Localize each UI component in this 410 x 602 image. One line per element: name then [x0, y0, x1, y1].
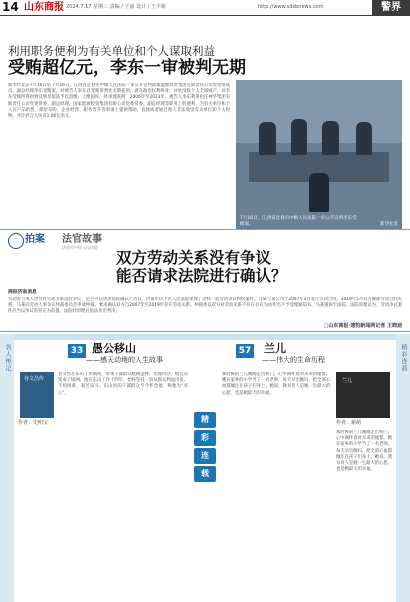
article2-body: 劳动者与用人单位对劳动关系没有争议，是否可以请求法院确认？近日，济南市历下区人民法院审理了这样一起劳动争议纠纷案件。马某与某公司于2007年3月签订劳动合同，2019年5月双方解除劳动合同关系。马某向劳动人事争议仲裁委员会申请仲裁，要求确认双方自2007年至2019年存在劳动关系。仲裁委以双方对劳动关系不存在争议为由作出不予受理通知书。马某遂诉至法院。法院审理认为，劳动争议案件应当以争议的存在为前提。法院经审理后依法作出判决。: [8, 297, 402, 315]
person-figure: [291, 119, 308, 155]
divider: [0, 229, 410, 230]
person-figure: [322, 121, 339, 156]
column-logo: 拍案: [25, 234, 45, 245]
book-cover: [20, 372, 54, 418]
dateline: 2024.7.17 星期三 责编 / 王丽 设计 / 王丰新: [66, 4, 166, 10]
book-cover: [336, 372, 390, 418]
photo-credit: 新华社发: [380, 222, 398, 227]
side-label-right: 精彩连载: [400, 344, 407, 372]
person-figure: [259, 122, 276, 155]
badge-char: 精: [194, 412, 216, 428]
divider: [0, 331, 410, 332]
gavel-icon: [8, 233, 24, 249]
serial-top-strip: [14, 334, 396, 340]
serial2-body: 那时候的兰儿刚刚走出校门，心中满怀着对未来的憧憬。她在家乡的小学当了一名老师，每天早出晚归，把全部心血都倾注在孩子们身上。她说，教书育人是她一生最大的心愿，也是她最大的幸福。: [222, 372, 330, 396]
side-band-right: [396, 334, 410, 602]
serial-badge: [194, 412, 216, 482]
header-rule: [0, 15, 410, 16]
serial2-subtitle: ——伟大的生命历程: [262, 356, 325, 364]
defendant-figure: [309, 173, 329, 212]
side-label-left: 名人传记: [4, 344, 11, 372]
person-figure: [356, 122, 373, 155]
serial2-body-cont: 那时候的兰儿刚刚走出校门，心中满怀着对未来的憧憬。她在家乡的小学当了一名老师，每天早出晚归，把全部心血都倾注在孩子们身上。她说，教书育人是她一生最大的心愿，也是她最大的幸福。: [336, 430, 392, 473]
book-title: 谷文昌传: [24, 376, 45, 382]
article2-byline: 商报济南消息: [8, 290, 37, 295]
article1-kicker: 利用职务便利为有关单位和个人谋取利益: [8, 44, 215, 58]
article2-headline-line2: 能否请求法院进行确认？: [116, 267, 287, 285]
column-subtitle: 法官故事: [62, 234, 102, 245]
side-band-left: [0, 334, 14, 602]
page-number: 14: [2, 0, 19, 14]
serial2-title: 兰儿: [264, 342, 286, 355]
serial1-body: 谷文昌在东山工作期间，带领干部群众植树造林，治理风沙，使荒岛变成了绿洲。他在东山工作十四年，始终坚持一切从群众利益出发，不怕困难，艰苦奋斗。东山县的干部群众至今怀念他，称他为“谷公”。: [58, 372, 188, 396]
serial1-author: 作者：史明宝: [18, 420, 49, 426]
serial1-title: 愚公移山: [92, 342, 136, 355]
site-url[interactable]: http://www.sdsbnews.com: [258, 4, 324, 10]
section-tab: 警界: [372, 0, 410, 16]
badge-char: 载: [194, 466, 216, 482]
serial1-subtitle: ——感天动地的人生故事: [86, 356, 163, 364]
chapter-number: 57: [236, 344, 254, 358]
book-title: 兰儿: [342, 378, 353, 384]
article1-headline: 受贿超亿元，李东一审被判无期: [8, 58, 246, 78]
badge-char: 彩: [194, 430, 216, 446]
courtroom-photo: [236, 80, 402, 230]
serial2-author: 作者：新萌: [336, 420, 362, 426]
chapter-number: 33: [68, 344, 86, 358]
paper-name: 山东商报: [24, 2, 64, 13]
article2-headline-line1: 双方劳动关系没有争议: [116, 249, 272, 267]
article2-credit: □山东商报·速豹新闻网记者 王晓迪: [323, 323, 402, 329]
article1-body: 新华社北京7月16日电 7月16日，江西省宜春市中级人民法院一审公开宣判国家能源投资集团有限责任公司原党组成员、副总经理李东受贿案，对被告人李东以受贿罪判处无期徒刑，剥夺政治权利终身，并处没收个人全部财产，对李东受贿所得财物及孳息依法予以追缴，上缴国库。经审理查明：2006年至2023年，被告人李东利用担任神华集团有限责任公司党委常委、副总经理，国家能源投资集团有限公司党委常委、副总经理等职务上的便利，为有关单位和个人在产品销售、煤炭采购、企业经营、职务晋升等事项上提供帮助，直接或者通过他人非法收受有关单位和个人财物，共计折合人民币1.06亿余元。: [8, 83, 230, 120]
column-source: 济南市中级人民法院: [62, 245, 98, 250]
badge-char: 连: [194, 448, 216, 464]
photo-caption: 7月16日，江西省宜春市中级人民法院一审公开宣判李东受贿案。: [240, 216, 357, 227]
